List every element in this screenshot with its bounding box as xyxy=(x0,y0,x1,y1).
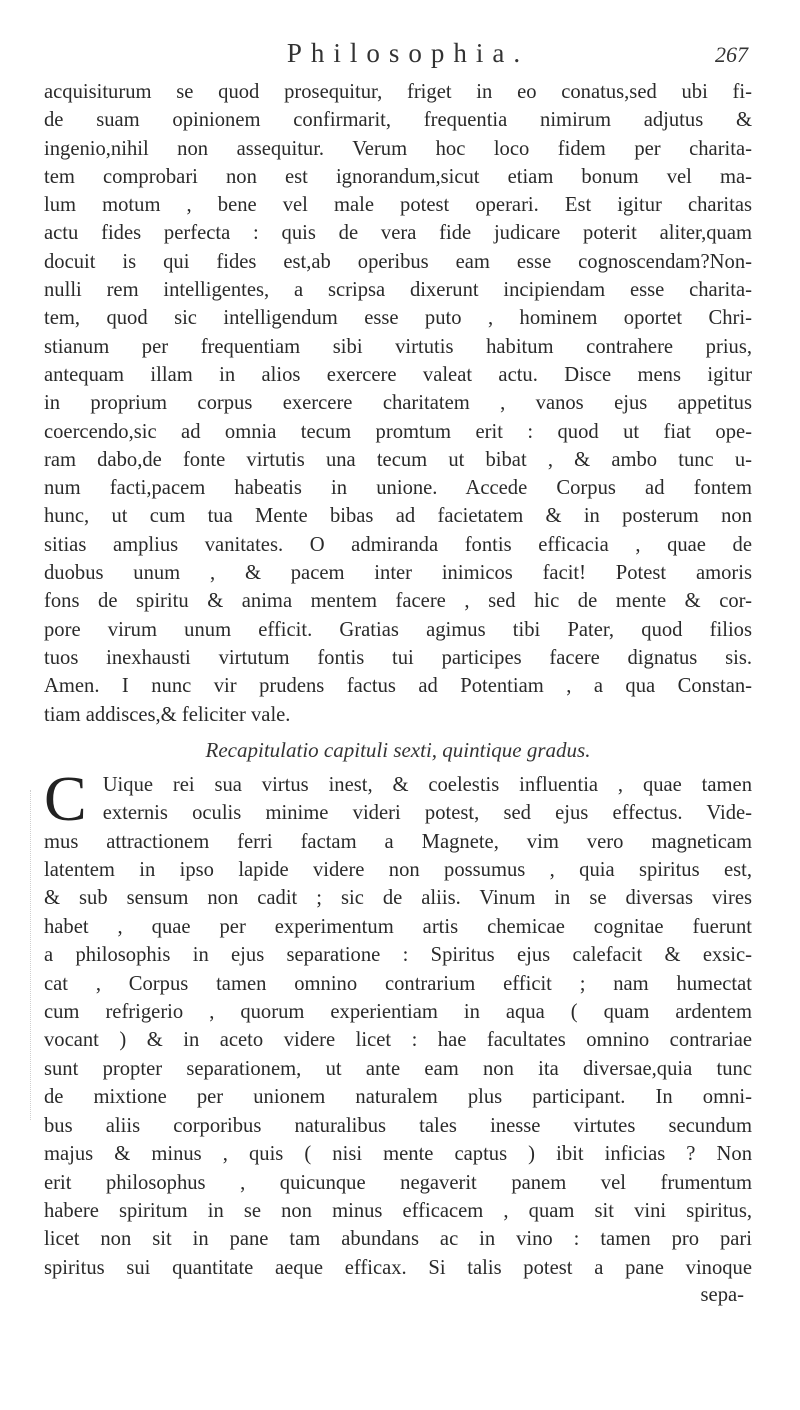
text-line: Uique rei sua virtus inest, & coelestis influentia , quae tamen xyxy=(102,773,752,796)
text-line: majus & minus , quis ( nisi mente captus ) ibit inficias ? Non xyxy=(44,1143,752,1166)
text-line: bus aliis corporibus naturalibus tales inesse virtutes secundum xyxy=(44,1114,752,1137)
margin-binding-marks xyxy=(30,790,45,1120)
text-line: acquisiturum se quod prosequitur, friget in eo conatus,sed ubi fi- xyxy=(44,81,752,103)
text-line: nulli rem intelligentes, a scripsa dixerunt incipiendam esse charita- xyxy=(44,279,752,302)
page-number: 267 xyxy=(715,42,748,67)
text-line: antequam illam in alios exercere valeat actu. Disce mens igitur xyxy=(44,363,752,386)
text-line: vocant ) & in aceto videre licet : hae facultates omnino contrariae xyxy=(44,1029,752,1052)
text-line: actu fides perfecta : quis de vera fide judicare poterit aliter,quam xyxy=(44,222,752,245)
text-line: duobus unum , & pacem inter inimicos facit! Potest amoris xyxy=(44,562,752,585)
text-line: tuos inexhausti virtutum fontis tui participes facere dignatus sis. xyxy=(44,646,752,669)
text-line: & sub sensum non cadit ; sic de aliis. Vinum in se diversas vires xyxy=(44,887,752,910)
text-line: ingenio,nihil non assequitur. Verum hoc loco fidem per charita- xyxy=(44,137,752,160)
text-line: stianum per frequentiam sibi virtutis habitum contrahere prius, xyxy=(44,335,752,358)
text-line: sunt propter separationem, ut ante eam non ita diversae,quia tunc xyxy=(44,1057,752,1080)
text-line: in proprium corpus exercere charitatem , vanos ejus appetitus xyxy=(44,392,752,415)
text-line: coercendo,sic ad omnia tecum promtum erit : quod ut fiat ope- xyxy=(44,420,752,443)
text-line: habere spiritum in se non minus efficacem , quam sit vini spiritus, xyxy=(44,1199,752,1222)
text-line: lum motum , bene vel male potest operari. Est igitur charitas xyxy=(44,194,752,217)
text-line: ram dabo,de fonte virtutis una tecum ut bibat , & ambo tunc u- xyxy=(44,448,752,471)
text-line: de mixtione per unionem naturalem plus participant. In omni- xyxy=(44,1086,752,1109)
paragraph-recapitulation xyxy=(44,762,752,1282)
text-line: cat , Corpus tamen omnino contrarium efficit ; nam humectat xyxy=(44,972,752,995)
text-line: de suam opinionem confirmarit, frequentia nimirum adjutus & xyxy=(44,109,752,132)
text-line: pore virum unum efficit. Gratias agimus tibi Pater, quod filios xyxy=(44,618,752,641)
text-line: a philosophis in ejus separatione : Spiritus ejus calefacit & exsic- xyxy=(44,944,752,967)
text-line: fons de spiritu & anima mentem facere , sed hic de mente & cor- xyxy=(44,590,752,613)
text-line: mus attractionem ferri factam a Magnete, vim vero magneticam xyxy=(44,830,752,853)
text-line: tiam addisces,& feliciter vale. xyxy=(44,703,291,726)
drop-capital: C xyxy=(44,762,87,834)
text-line: spiritus sui quantitate aeque efficax. Si talis potest a pane vinoque xyxy=(44,1256,752,1279)
text-line: externis oculis minime videri potest, sed ejus effectus. Vide- xyxy=(102,802,752,825)
text-line: habet , quae per experimentum artis chemicae cognitae fuerunt xyxy=(44,915,752,938)
paragraph-main xyxy=(44,78,752,729)
text-line: erit philosophus , quicunque negaverit panem vel frumentum xyxy=(44,1171,752,1194)
text-line: docuit is qui fides est,ab operibus eam esse cognoscendam?Non- xyxy=(44,250,752,273)
running-title: Philosophia. xyxy=(286,38,530,68)
text-line: tem, quod sic intelligendum esse puto , hominem oportet Chri- xyxy=(44,307,752,330)
text-line: latentem in ipso lapide videre non possumus , quia spiritus est, xyxy=(44,859,752,882)
text-line: num facti,pacem habeatis in unione. Accede Corpus ad fontem xyxy=(44,477,752,500)
section-heading: Recapitulatio capituli sexti, quintique gradus. xyxy=(205,737,591,762)
text-line: tem comprobari non est ignorandum,sicut etiam bonum vel ma- xyxy=(44,165,752,188)
text-line: Amen. I nunc vir prudens factus ad Potentiam , a qua Constan- xyxy=(44,675,752,698)
text-line: hunc, ut cum tua Mente bibas ad facietatem & in posterum non xyxy=(44,505,752,528)
text-line: sitias amplius vanitates. O admiranda fontis efficacia , quae de xyxy=(44,533,752,556)
text-line: cum refrigerio , quorum experientiam in aqua ( quam ardentem xyxy=(44,1001,752,1024)
running-head xyxy=(44,38,752,78)
catchword: sepa- xyxy=(700,1284,744,1307)
text-line: licet non sit in pane tam abundans ac in vino : tamen pro pari xyxy=(44,1228,752,1251)
